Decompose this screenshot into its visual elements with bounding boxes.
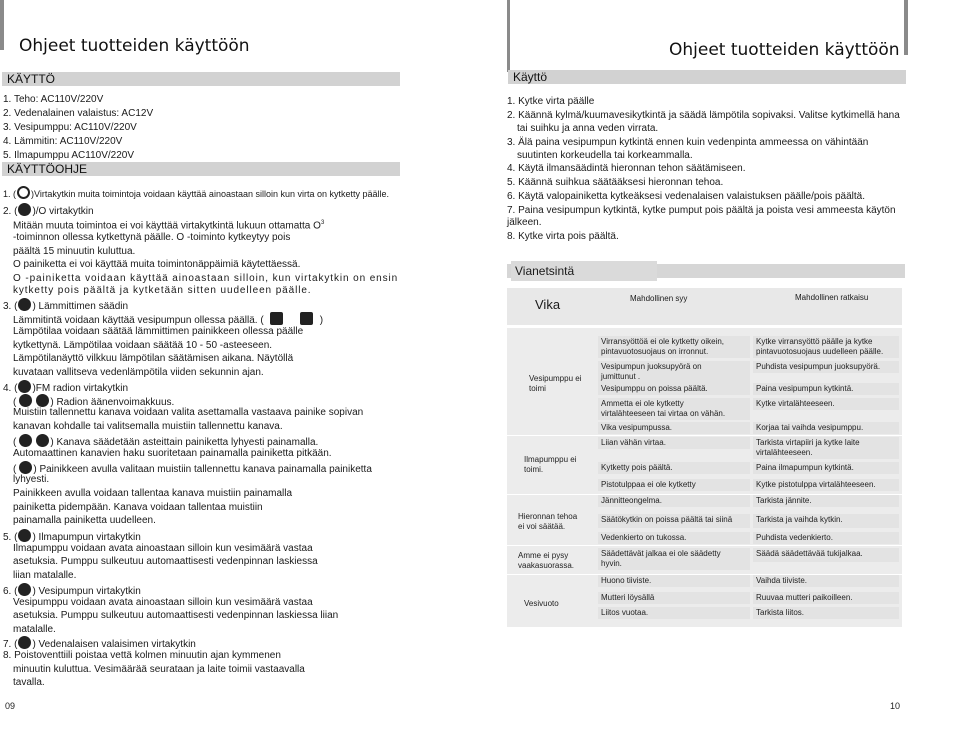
solution-cell xyxy=(753,592,899,604)
category-label xyxy=(518,512,577,532)
usage-step: 8. Kytke virta pois päältä. xyxy=(507,231,619,242)
instruction-text: Lämmitintä voidaan käyttää vesipumpun ollessa päällä. ( xyxy=(13,315,264,326)
category-label xyxy=(529,374,581,394)
cause-cell xyxy=(598,383,750,395)
cell-line: Ammetta ei ole kytketty xyxy=(601,399,684,408)
cell-line: Vika vesipumpussa. xyxy=(601,423,672,432)
category-label xyxy=(524,455,576,475)
cell-line: Liitos vuotaa. xyxy=(601,608,649,617)
cause-cell xyxy=(598,437,750,449)
instruction-line xyxy=(13,434,318,449)
superscript: 3 xyxy=(320,220,325,226)
cell-line: Säätökytkin on poissa päältä tai siinä xyxy=(601,515,733,524)
cause-cell xyxy=(598,398,750,420)
cell-line: virtalähteeseen tai virtaa on vähän. xyxy=(601,409,726,418)
right-edge-bar xyxy=(904,0,908,55)
table-header-syy: Mahdollinen syy xyxy=(630,294,688,303)
category-label xyxy=(524,599,559,609)
instruction-line: Lämpötilanäyttö vilkkuu lämpötilan säätämisen aikana. Näytöllä xyxy=(13,353,294,364)
section-header-kaytto-right: Käyttö xyxy=(508,70,906,84)
instruction-text: ) Vedenalaisen valaisimen virtakytkin xyxy=(32,639,196,650)
cell-line: Tarkista liitos. xyxy=(756,608,805,617)
instruction-line: lyhyesti. xyxy=(13,474,50,485)
cell-line: Tarkista virtapiiri ja kytke laite xyxy=(756,438,860,447)
spec-line: 4. Lämmitin: AC110V/220V xyxy=(3,136,123,147)
category-label-line: toimi xyxy=(529,384,546,393)
instruction-text: ) Painikkeen avulla valitaan muistiin tallennettu kanava painamalla painiketta xyxy=(33,464,372,475)
ozone-icon xyxy=(18,203,31,216)
spec-line: 2. Vedenalainen valaistus: AC12V xyxy=(3,108,154,119)
solution-cell xyxy=(753,361,899,373)
instruction-line: -toiminnon ollessa kytkettynä päälle. O -toiminto kytkeytyy pois xyxy=(13,232,291,243)
usage-step: 7. Paina vesipumpun kytkintä, kytke pumput pois päältä ja poista vesi ammeesta käytön xyxy=(507,205,896,216)
section-header-kaytto: KÄYTTÖ xyxy=(2,72,400,86)
cell-line: Kytke pistotulppa virtalähteeseen. xyxy=(756,480,876,489)
instruction-text: ) Vesipumpun virtakytkin xyxy=(32,586,141,597)
instruction-number: 2. ( xyxy=(3,206,18,217)
instruction-text: ) xyxy=(319,315,324,326)
tune-down-icon xyxy=(19,434,32,447)
cell-line: pintavuotosuojaus on irronnut. xyxy=(601,347,709,356)
instruction-line: kanavan kohdalle tai valitsemalla muistiin tallennettu kanava. xyxy=(13,421,283,432)
cause-cell xyxy=(598,495,750,507)
solution-cell xyxy=(753,398,899,410)
instruction-line: Muistiin tallennettu kanava voidaan valita asettamalla vastaava painike sopivan xyxy=(13,407,364,418)
solution-cell xyxy=(753,383,899,395)
instruction-line xyxy=(3,203,94,218)
instruction-text: )/O virtakytkin xyxy=(32,206,94,217)
cause-cell xyxy=(598,422,750,434)
page-number-right: 10 xyxy=(890,701,901,711)
instruction-number: 5. ( xyxy=(3,532,18,543)
instruction-line: Ilmapumppu voidaan avata ainoastaan silloin kun vesimäärä vastaa xyxy=(13,543,313,554)
cause-cell xyxy=(598,462,750,474)
solution-cell xyxy=(753,548,899,562)
usage-step: 4. Käytä ilmansäädintä hieronnan tehon säätämiseen. xyxy=(507,163,746,174)
cell-line: Huono tiiviste. xyxy=(601,576,652,585)
instruction-line: Automaattinen kanavien haku suoritetaan painamalla painiketta pitkään. xyxy=(13,448,332,459)
solution-cell xyxy=(753,607,899,619)
temp-up-icon xyxy=(270,312,283,325)
usage-step: 5. Käännä suihkua säätääksesi hieronnan tehoa. xyxy=(507,177,724,188)
left-page-right-edge-bar xyxy=(507,0,510,72)
cause-cell xyxy=(598,361,750,383)
usage-step: 3. Älä paina vesipumpun kytkintä ennen kuin vedenpinta ammeessa on vähintään xyxy=(507,137,869,148)
table-header-ratkaisu: Mahdollinen ratkaisu xyxy=(795,293,869,302)
instruction-line: minuutin kuluttua. Vesimäärää seurataan ja laite toimii vastaavalla xyxy=(13,664,305,675)
instruction-text: )Virtakytkin muita toimintoja voidaan käyttää ainoastaan silloin kun virta on kytketty päälle. xyxy=(31,189,390,199)
instruction-line: tavalla. xyxy=(13,677,45,688)
cell-line: Vaihda tiiviste. xyxy=(756,576,807,585)
cell-line: Paina vesipumpun kytkintä. xyxy=(756,384,854,393)
instruction-line xyxy=(3,529,141,544)
temp-down-icon xyxy=(300,312,313,325)
water-pump-icon xyxy=(18,583,31,596)
instruction-line: painamalla painiketta uudelleen. xyxy=(13,515,156,526)
fm-radio-icon xyxy=(18,380,31,393)
cell-line: virtalähteeseen. xyxy=(756,448,813,457)
cell-line: Tarkista jännite. xyxy=(756,496,812,505)
memory-icon xyxy=(19,461,32,474)
cell-line: pintavuotosuojaus uudelleen päälle. xyxy=(756,347,884,356)
solution-cell xyxy=(753,514,899,528)
cell-line: Jännitteongelma. xyxy=(601,496,662,505)
usage-step: 1. Kytke virta päälle xyxy=(507,96,595,107)
cause-cell xyxy=(598,479,750,491)
cell-line: Puhdista vesipumpun juoksupyörä. xyxy=(756,362,881,371)
solution-cell xyxy=(753,437,899,459)
instruction-number: 6. ( xyxy=(3,586,18,597)
volume-up-icon xyxy=(36,394,49,407)
page-number-left: 09 xyxy=(5,701,16,711)
instruction-number: 1. ( xyxy=(3,189,17,199)
instruction-text: ( xyxy=(13,437,17,448)
cell-line: Kytke virtalähteeseen. xyxy=(756,399,835,408)
cell-line: Vesipumppu on poissa päältä. xyxy=(601,384,708,393)
instruction-line xyxy=(3,380,128,395)
solution-cell xyxy=(753,336,899,358)
cell-line: Virransyöttöä ei ole kytketty oikein, xyxy=(601,337,725,346)
category-label-line: Vesivuoto xyxy=(524,599,559,608)
category-label-line: Amme ei pysy xyxy=(518,551,569,560)
cause-cell xyxy=(598,548,750,570)
instruction-line: kuvataan vallitseva vedenlämpötila viiden sekunnin ajan. xyxy=(13,367,264,378)
instruction-text: ( xyxy=(13,464,17,475)
instruction-text: ( xyxy=(13,397,17,408)
spec-line: 5. Ilmapumppu AC110V/220V xyxy=(3,150,135,161)
usage-step: suutinten korkeudella tai korkeammalla. xyxy=(517,150,693,161)
instruction-line: asetuksia. Pumppu sulkeutuu automaattisesti vedenpinnan laskiessa xyxy=(13,556,318,567)
instruction-line xyxy=(3,186,389,200)
cell-line: Kytketty pois päältä. xyxy=(601,463,673,472)
instruction-text: ) Ilmapumpun virtakytkin xyxy=(32,532,141,543)
cause-cell xyxy=(598,532,750,544)
category-label-line: vaakasuorassa. xyxy=(518,561,575,570)
instruction-line xyxy=(13,461,372,476)
cell-line: jumittunut . xyxy=(601,372,641,381)
instruction-line: asetuksia. Pumppu sulkeutuu automaattisesti vedenpinnan laskiessa liian xyxy=(13,610,339,621)
instruction-line: kytketty pois päältä ja kytketään sitten uudelleen päälle. xyxy=(13,285,312,296)
usage-step: jälkeen. xyxy=(507,217,542,228)
cell-line: Säädettävät jalkaa ei ole säädetty xyxy=(601,549,721,558)
instruction-line xyxy=(3,298,128,313)
left-edge-bar xyxy=(0,0,4,50)
cell-line: Vesipumpun juoksupyörä on xyxy=(601,362,702,371)
solution-cell xyxy=(753,532,899,544)
instruction-text: Mitään muuta toimintoa ei voi käyttää virtakytkintä lukuun ottamatta O xyxy=(13,220,321,232)
cell-line: Säädä säädettävää tukijalkaa. xyxy=(756,549,863,558)
air-pump-icon xyxy=(18,529,31,542)
category-label-line: Ilmapumppu ei xyxy=(524,455,577,464)
light-icon xyxy=(18,636,31,649)
instruction-line: kytkettynä. Lämpötilaa voidaan säätää 10 - 50 -asteeseen. xyxy=(13,340,273,351)
cause-cell xyxy=(598,514,750,528)
cell-line: Puhdista vedenkierto. xyxy=(756,533,833,542)
section-header-kayttoohje: KÄYTTÖOHJE xyxy=(2,162,400,176)
instruction-line: päältä 15 minuutin kuluttua. xyxy=(13,246,136,257)
instruction-text: )FM radion virtakytkin xyxy=(32,383,129,394)
instruction-line xyxy=(3,583,141,598)
instruction-number: 3. ( xyxy=(3,301,18,312)
spec-line: 1. Teho: AC110V/220V xyxy=(3,94,104,105)
instruction-line xyxy=(3,636,196,651)
instruction-line: painiketta pidempään. Kanava voidaan tallentaa muistiin xyxy=(13,502,263,513)
instruction-text: ) Radion äänenvoimakkuus. xyxy=(50,397,175,408)
solution-cell xyxy=(753,462,899,474)
cell-line: Ruuvaa mutteri paikoilleen. xyxy=(756,593,853,602)
category-label-line: toimi. xyxy=(524,465,544,474)
cell-line: Vedenkierto on tukossa. xyxy=(601,533,687,542)
solution-cell xyxy=(753,495,899,507)
instruction-line: 8. Poistoventtiili poistaa vettä kolmen minuutin ajan kymmenen xyxy=(3,650,281,661)
cell-line: hyvin. xyxy=(601,559,622,568)
cell-line: Mutteri löysällä xyxy=(601,593,655,602)
instruction-text: ) Lämmittimen säädin xyxy=(32,301,129,312)
right-page-title: Ohjeet tuotteiden käyttöön xyxy=(669,40,900,60)
cause-cell xyxy=(598,575,750,587)
cause-cell xyxy=(598,592,750,604)
cell-line: Tarkista ja vaihda kytkin. xyxy=(756,515,843,524)
instruction-line xyxy=(13,312,323,327)
instruction-line: Lämpötilaa voidaan säätää lämmittimen painikkeen ollessa päälle xyxy=(13,326,304,337)
power-icon xyxy=(17,186,30,199)
volume-down-icon xyxy=(19,394,32,407)
cell-line: Kytke virransyöttö päälle ja kytke xyxy=(756,337,873,346)
instruction-number: 4. ( xyxy=(3,383,18,394)
table-header-vika: Vika xyxy=(535,297,561,312)
left-page-title: Ohjeet tuotteiden käyttöön xyxy=(19,36,250,56)
instruction-line: O painiketta ei voi käyttää muita toimintonäppäimiä käytettäessä. xyxy=(13,259,301,270)
cause-cell xyxy=(598,336,750,358)
instruction-number: 7. ( xyxy=(3,639,18,650)
instruction-line: O -painiketta voidaan käyttää ainoastaan silloin, kun virtakytkin on ensin xyxy=(13,273,399,284)
solution-cell xyxy=(753,575,899,587)
cause-cell xyxy=(598,607,750,619)
usage-step: 6. Käytä valopainiketta kytkeäksesi vedenalaisen valaistuksen päälle/pois päältä. xyxy=(507,191,865,202)
solution-cell xyxy=(753,479,899,491)
category-label-line: Hieronnan tehoa xyxy=(518,512,578,521)
category-label xyxy=(518,551,574,571)
section-header-label: Vianetsintä xyxy=(511,261,657,281)
instruction-line: matalalle. xyxy=(13,624,56,635)
solution-cell xyxy=(753,422,899,434)
instruction-line: Vesipumppu voidaan avata ainoastaan silloin kun vesimäärä vastaa xyxy=(13,597,313,608)
instruction-line xyxy=(13,217,324,232)
heater-icon xyxy=(18,298,31,311)
cell-line: Korjaa tai vaihda vesipumppu. xyxy=(756,423,864,432)
category-label-line: ei voi säätää. xyxy=(518,522,566,531)
usage-step: tai suihku ja anna veden virrata. xyxy=(517,123,659,134)
instruction-text: ) Kanava säädetään asteittain painiketta lyhyesti painamalla. xyxy=(50,437,319,448)
usage-step: 2. Käännä kylmä/kuumavesikytkintä ja säädä lämpötila sopivaksi. Valitse kytkimellä hana xyxy=(507,110,900,121)
instruction-line: liian matalalle. xyxy=(13,570,77,581)
tune-up-icon xyxy=(36,434,49,447)
category-label-line: Vesipumppu ei xyxy=(529,374,582,383)
cell-line: Liian vähän virtaa. xyxy=(601,438,666,447)
section-header-vianetsinta xyxy=(507,264,905,278)
spec-line: 3. Vesipumppu: AC110V/220V xyxy=(3,122,137,133)
cell-line: Pistotulppaa ei ole kytketty xyxy=(601,480,696,489)
cell-line: Paina ilmapumpun kytkintä. xyxy=(756,463,854,472)
instruction-line: Painikkeen avulla voidaan tallentaa kanava muistiin painamalla xyxy=(13,488,293,499)
